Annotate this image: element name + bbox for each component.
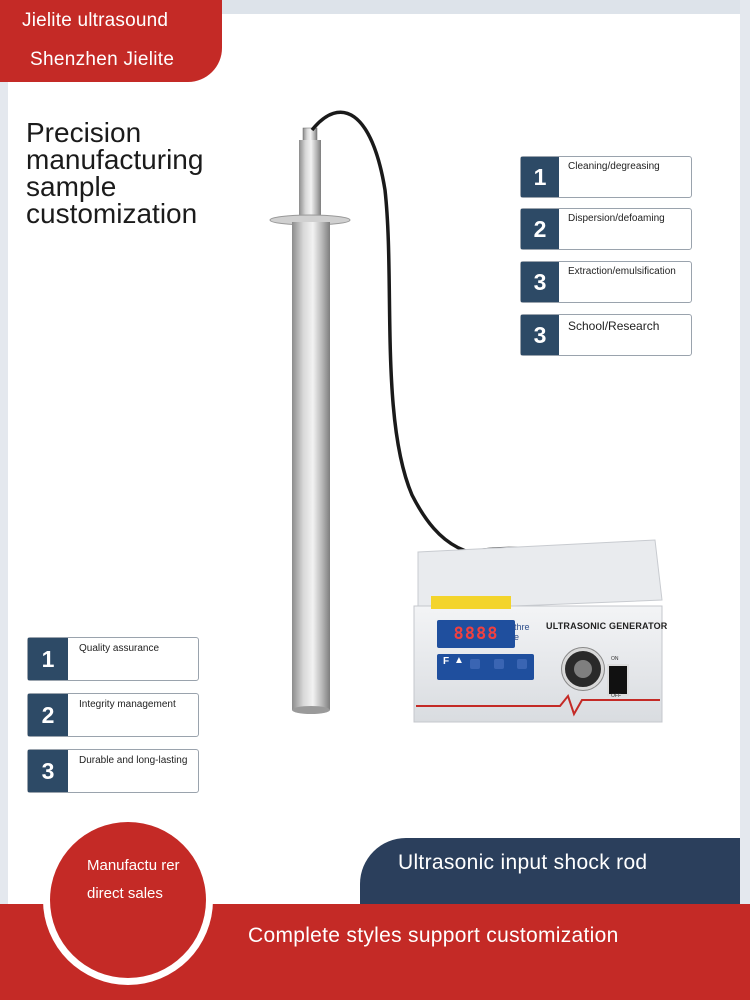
key-button <box>470 659 480 669</box>
application-number: 1 <box>521 157 559 197</box>
quality-number: 2 <box>28 694 68 736</box>
application-item <box>520 314 692 356</box>
application-number: 2 <box>521 209 559 249</box>
circle-badge-outline <box>43 815 213 985</box>
quality-text: Integrity management <box>79 699 176 710</box>
application-text: School/Research <box>568 319 660 333</box>
quality-number: 3 <box>28 750 68 792</box>
shock-rod <box>270 128 350 714</box>
application-text: Dispersion/defoaming <box>568 213 665 224</box>
quality-number: 1 <box>28 638 68 680</box>
frequency-display: 8888 <box>437 620 515 648</box>
quality-item <box>27 637 199 681</box>
power-switch <box>607 664 629 696</box>
product-name-banner <box>360 838 740 904</box>
bottom-slogan: Complete styles support customization <box>248 924 619 947</box>
power-knob <box>562 648 604 690</box>
up-arrow-icon: ▲ <box>454 655 464 666</box>
control-keypad <box>437 654 534 680</box>
headline-line-2: manufacturing <box>26 144 204 175</box>
headline-line-1: Precision <box>26 117 142 148</box>
application-number: 3 <box>521 315 559 355</box>
application-text: Extraction/emulsification <box>568 266 676 277</box>
application-item <box>520 261 692 303</box>
application-item <box>520 156 692 198</box>
circle-badge <box>50 822 206 978</box>
warning-label <box>431 596 511 609</box>
headline-line-4: customization <box>26 198 198 229</box>
key-button <box>517 659 527 669</box>
application-text: Cleaning/degreasing <box>568 161 660 172</box>
product-name: Ultrasonic input shock rod <box>398 851 648 874</box>
application-item <box>520 208 692 250</box>
quality-item <box>27 749 199 793</box>
display-unit: thre e <box>514 622 530 642</box>
switch-on-label: ON <box>611 656 619 662</box>
switch-off-label: OFF <box>611 693 621 699</box>
generator-label: ULTRASONIC GENERATOR <box>546 621 668 631</box>
circle-badge-text: Manufactu rer direct sales <box>87 857 180 902</box>
key-button <box>494 659 504 669</box>
quality-text: Durable and long-lasting <box>79 755 188 766</box>
quality-item <box>27 693 199 737</box>
brand-line-2: Shenzhen Jielite <box>30 49 175 70</box>
brand-line-1: Jielite ultrasound <box>22 10 169 31</box>
headline-line-3: sample <box>26 171 117 202</box>
quality-text: Quality assurance <box>79 643 160 654</box>
application-number: 3 <box>521 262 559 302</box>
key-f: F <box>443 656 450 667</box>
knob-center <box>574 660 592 678</box>
